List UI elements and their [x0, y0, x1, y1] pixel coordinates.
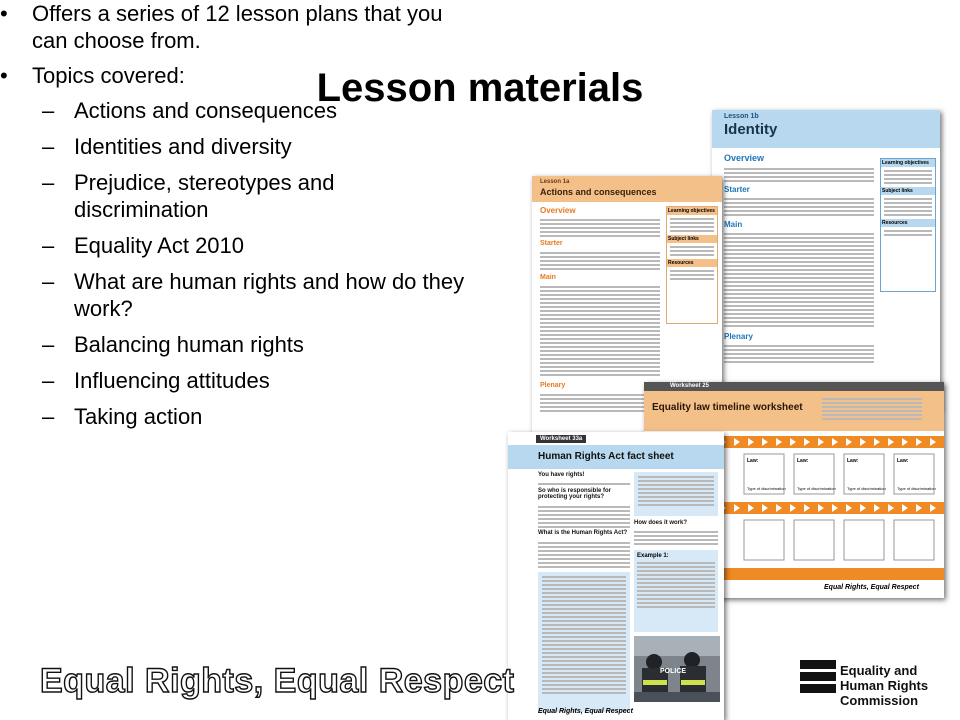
section-heading: Plenary	[540, 382, 566, 389]
cell-label: Law:	[847, 458, 859, 464]
worksheet-hra-thumbnail	[508, 432, 724, 720]
topic-text: Balancing human rights	[74, 332, 304, 357]
cell-label: Type of discrimination	[797, 486, 836, 491]
worksheet-tag: Worksheet 33a	[536, 435, 586, 443]
topic-text: Equality Act 2010	[74, 233, 245, 258]
bullet-item	[0, 0, 470, 54]
section-heading: Main	[724, 220, 743, 229]
worksheet-tag: Worksheet 25	[670, 383, 709, 389]
section-heading: Overview	[540, 206, 576, 215]
cell-label: Type of discrimination	[897, 486, 936, 491]
topic-item	[0, 331, 470, 358]
topic-text: Prejudice, stereotypes and discrimination	[74, 170, 335, 222]
section-heading: Starter	[724, 185, 750, 194]
bullet-marker: •	[0, 1, 8, 26]
topic-text: Actions and consequences	[74, 98, 337, 123]
topic-item	[0, 367, 470, 394]
section-heading: Plenary	[724, 332, 753, 341]
topic-text: Influencing attitudes	[74, 368, 270, 393]
dash-marker: –	[42, 332, 55, 357]
ehrc-mark-icon	[800, 660, 836, 704]
worksheet-title: Human Rights Act fact sheet	[538, 451, 674, 462]
dash-marker: –	[42, 233, 55, 258]
lesson-identity-thumbnail	[712, 110, 940, 410]
cell-label: Type of discrimination	[747, 486, 786, 491]
cell-label: Law:	[897, 458, 909, 464]
dash-marker: –	[42, 404, 55, 429]
topic-text: Identities and diversity	[74, 134, 292, 159]
fact-heading: How does it work?	[634, 520, 688, 526]
slide-title: Lesson materials	[316, 66, 644, 110]
fact-heading: So who is responsible for protecting your rights?	[538, 488, 612, 500]
lesson-number: Lesson 1a	[540, 179, 570, 185]
dash-marker: –	[42, 170, 55, 195]
topic-item	[0, 169, 470, 223]
bullet-list	[0, 0, 470, 430]
ehrc-name	[840, 663, 960, 708]
sidebar-box-heading: Learning objectives	[667, 207, 717, 215]
bullet-text: Topics covered:	[32, 63, 185, 88]
section-heading: Main	[540, 274, 556, 281]
dash-marker: –	[42, 134, 55, 159]
bullet-text: Offers a series of 12 lesson plans that you can choose from.	[32, 1, 443, 53]
sidebar-box-heading: Learning objectives	[881, 159, 935, 167]
sidebar-box-heading: Resources	[881, 219, 935, 227]
worksheet-title: Equality law timeline worksheet	[652, 402, 803, 413]
topic-text: What are human rights and how do they work?	[74, 269, 465, 321]
bullet-marker: •	[0, 63, 8, 88]
ehrc-name-line: Equality and	[840, 663, 918, 678]
dash-marker: –	[42, 269, 55, 294]
topic-item	[0, 133, 470, 160]
dash-marker: –	[42, 368, 55, 393]
topic-item	[0, 97, 470, 124]
doc-footer-logo: Equal Rights, Equal Respect	[824, 584, 919, 591]
sidebar-box-heading: Subject links	[667, 235, 717, 243]
lesson-title: Actions and consequences	[540, 187, 657, 197]
section-heading: Starter	[540, 240, 563, 247]
cell-label: Type of discrimination	[847, 486, 886, 491]
cell-label: Law:	[797, 458, 809, 464]
topic-item	[0, 403, 470, 430]
fact-heading: What is the Human Rights Act?	[538, 530, 628, 536]
lesson-title: Identity	[724, 121, 778, 138]
topic-item	[0, 232, 470, 259]
equal-rights-logo: Equal Rights, Equal Respect	[40, 662, 515, 700]
example-heading: Example 1:	[637, 553, 669, 559]
sidebar-box-heading: Subject links	[881, 187, 935, 195]
ehrc-name-line: Commission	[840, 693, 919, 708]
topic-text: Taking action	[74, 404, 203, 429]
doc-footer-logo: Equal Rights, Equal Respect	[538, 708, 633, 715]
fact-heading: You have rights!	[538, 472, 585, 478]
sidebar-box-heading: Resources	[667, 259, 717, 267]
cell-label: Law:	[747, 458, 759, 464]
ehrc-logo	[800, 660, 929, 709]
section-heading: Overview	[724, 153, 765, 163]
dash-marker: –	[42, 98, 55, 123]
topic-item	[0, 268, 470, 322]
bullet-item	[0, 62, 470, 89]
lesson-number: Lesson 1b	[724, 113, 759, 120]
ehrc-name-line: Human Rights	[840, 678, 929, 693]
police-label: POLICE	[660, 668, 687, 675]
